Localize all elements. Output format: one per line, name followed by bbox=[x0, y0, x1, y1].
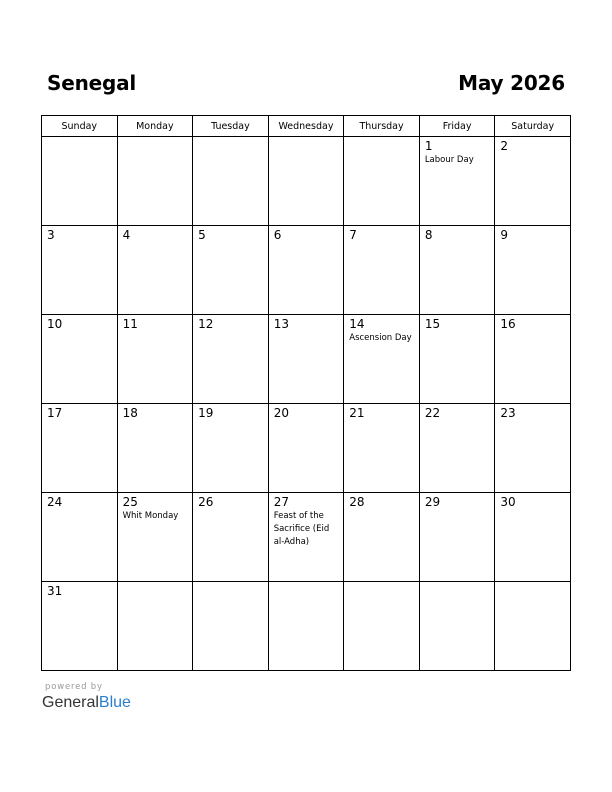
month-year-title: May 2026 bbox=[458, 71, 565, 95]
day-cell bbox=[495, 226, 571, 315]
weekday-wednesday: Wednesday bbox=[268, 116, 344, 137]
holiday-label bbox=[42, 598, 117, 599]
day-cell bbox=[495, 493, 571, 582]
holiday-label bbox=[42, 509, 117, 510]
day-cell bbox=[344, 582, 420, 671]
day-number: 11 bbox=[122, 317, 138, 331]
day-cell bbox=[268, 404, 344, 493]
generalblue-logo[interactable] bbox=[42, 694, 131, 712]
day-cell bbox=[268, 226, 344, 315]
day-cell bbox=[193, 404, 269, 493]
holiday-label bbox=[495, 242, 570, 243]
holiday-label bbox=[42, 331, 117, 332]
day-cell bbox=[117, 493, 193, 582]
day-cell bbox=[344, 137, 420, 226]
holiday-label bbox=[344, 585, 419, 586]
holiday-label bbox=[118, 140, 193, 141]
day-number: 18 bbox=[122, 406, 138, 420]
day-number: 1 bbox=[424, 139, 433, 153]
day-cell bbox=[117, 315, 193, 404]
day-cell bbox=[495, 137, 571, 226]
holiday-label bbox=[269, 420, 344, 421]
day-cell bbox=[42, 404, 118, 493]
day-cell bbox=[42, 582, 118, 671]
day-cell bbox=[419, 582, 495, 671]
holiday-label bbox=[193, 242, 268, 243]
day-cell bbox=[193, 493, 269, 582]
week-row bbox=[42, 137, 571, 226]
week-row bbox=[42, 315, 571, 404]
day-cell bbox=[42, 315, 118, 404]
day-cell bbox=[117, 226, 193, 315]
day-cell bbox=[268, 582, 344, 671]
holiday-label bbox=[420, 331, 495, 332]
day-number: 12 bbox=[198, 317, 214, 331]
day-number: 20 bbox=[273, 406, 289, 420]
day-number: 16 bbox=[500, 317, 516, 331]
week-row bbox=[42, 404, 571, 493]
holiday-label bbox=[420, 242, 495, 243]
day-number: 10 bbox=[47, 317, 63, 331]
holiday-label bbox=[269, 140, 344, 141]
holiday-label bbox=[118, 585, 193, 586]
holiday-label bbox=[344, 140, 419, 141]
day-cell bbox=[419, 404, 495, 493]
week-row bbox=[42, 226, 571, 315]
day-number: 9 bbox=[500, 228, 509, 242]
holiday-label bbox=[495, 420, 570, 421]
holiday-label bbox=[495, 153, 570, 154]
day-number: 28 bbox=[349, 495, 365, 509]
day-cell bbox=[42, 493, 118, 582]
logo-blue-text: Blue bbox=[98, 694, 131, 711]
week-row bbox=[42, 582, 571, 671]
day-cell bbox=[193, 226, 269, 315]
holiday-label bbox=[118, 420, 193, 421]
holiday-label bbox=[42, 420, 117, 421]
holiday-label: Ascension Day bbox=[349, 333, 412, 343]
weekday-monday: Monday bbox=[117, 116, 193, 137]
day-number: 6 bbox=[273, 228, 282, 242]
day-number: 7 bbox=[349, 228, 357, 242]
holiday-label bbox=[495, 331, 570, 332]
holiday-label bbox=[420, 420, 495, 421]
day-cell bbox=[117, 582, 193, 671]
day-number: 14 bbox=[349, 317, 365, 331]
calendar-grid bbox=[41, 115, 571, 671]
day-cell bbox=[344, 404, 420, 493]
weekday-header-row bbox=[42, 116, 571, 137]
day-cell bbox=[268, 137, 344, 226]
day-number: 26 bbox=[198, 495, 214, 509]
country-title: Senegal bbox=[47, 71, 137, 95]
day-number: 23 bbox=[500, 406, 516, 420]
holiday-label bbox=[495, 585, 570, 586]
day-number: 29 bbox=[424, 495, 441, 509]
holiday-label bbox=[193, 331, 268, 332]
day-number: 24 bbox=[47, 495, 63, 509]
day-number: 15 bbox=[424, 317, 441, 331]
holiday-label bbox=[118, 242, 193, 243]
day-cell bbox=[495, 315, 571, 404]
weekday-saturday: Saturday bbox=[495, 116, 571, 137]
holiday-label bbox=[344, 509, 419, 510]
day-cell bbox=[193, 315, 269, 404]
day-number: 31 bbox=[47, 584, 63, 598]
holiday-label bbox=[118, 331, 193, 332]
day-number: 19 bbox=[198, 406, 214, 420]
holiday-label: Whit Monday bbox=[122, 511, 179, 521]
weekday-thursday: Thursday bbox=[344, 116, 420, 137]
holiday-label: Feast of the Sacrifice (Eid al-Adha) bbox=[273, 511, 330, 547]
day-number: 27 bbox=[273, 495, 289, 509]
day-cell bbox=[117, 404, 193, 493]
day-cell bbox=[495, 404, 571, 493]
day-cell bbox=[344, 226, 420, 315]
day-cell bbox=[419, 226, 495, 315]
day-cell bbox=[419, 137, 495, 226]
day-number: 17 bbox=[47, 406, 63, 420]
day-number: 5 bbox=[198, 228, 206, 242]
day-number: 30 bbox=[500, 495, 516, 509]
holiday-label bbox=[193, 140, 268, 141]
day-cell bbox=[117, 137, 193, 226]
day-number: 2 bbox=[500, 139, 509, 153]
holiday-label bbox=[269, 585, 344, 586]
day-number: 13 bbox=[273, 317, 289, 331]
day-number: 3 bbox=[47, 228, 55, 242]
holiday-label bbox=[495, 509, 570, 510]
powered-by-label: powered by bbox=[45, 682, 103, 692]
holiday-label bbox=[193, 585, 268, 586]
week-row bbox=[42, 493, 571, 582]
day-cell bbox=[344, 315, 420, 404]
holiday-label bbox=[193, 420, 268, 421]
day-number: 21 bbox=[349, 406, 365, 420]
day-cell bbox=[193, 582, 269, 671]
day-number: 25 bbox=[122, 495, 138, 509]
day-cell bbox=[268, 315, 344, 404]
weekday-tuesday: Tuesday bbox=[193, 116, 269, 137]
holiday-label bbox=[344, 420, 419, 421]
day-cell bbox=[419, 493, 495, 582]
holiday-label bbox=[42, 140, 117, 141]
day-cell bbox=[419, 315, 495, 404]
day-cell bbox=[495, 582, 571, 671]
holiday-label bbox=[42, 242, 117, 243]
holiday-label bbox=[344, 242, 419, 243]
holiday-label bbox=[420, 509, 495, 510]
holiday-label bbox=[193, 509, 268, 510]
day-number: 4 bbox=[122, 228, 131, 242]
day-cell bbox=[193, 137, 269, 226]
logo-general-text: General bbox=[42, 694, 99, 711]
holiday-label: Labour Day bbox=[424, 155, 474, 165]
day-cell bbox=[42, 137, 118, 226]
holiday-label bbox=[269, 331, 344, 332]
day-cell bbox=[42, 226, 118, 315]
day-number: 22 bbox=[424, 406, 441, 420]
day-number: 8 bbox=[424, 228, 433, 242]
day-cell bbox=[344, 493, 420, 582]
weekday-friday: Friday bbox=[419, 116, 495, 137]
weekday-sunday: Sunday bbox=[42, 116, 118, 137]
holiday-label bbox=[420, 585, 495, 586]
day-cell bbox=[268, 493, 344, 582]
holiday-label bbox=[269, 242, 344, 243]
